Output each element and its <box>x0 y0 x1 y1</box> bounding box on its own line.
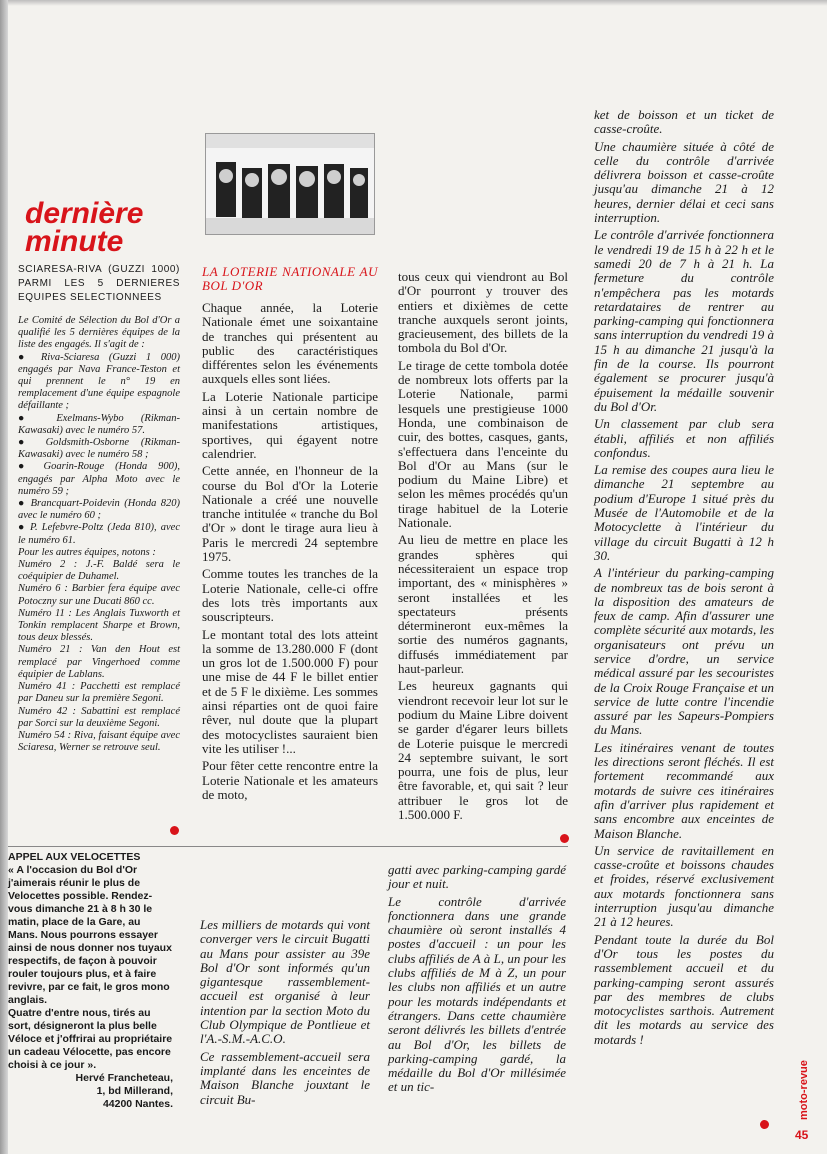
loterie-para: La Loterie Nationale participe ainsi à un certain nombre de manifestations artistiques, sportives, qui égayent notre calendrier. <box>202 388 378 461</box>
sidebar-para: ● Goldsmith-Osborne (Rikman-Kawasaki) avec le numéro 58 ; <box>18 437 180 461</box>
end-dot <box>760 1120 769 1129</box>
right-para: Un service de ravitaillement en casse-croûte et boissons chaudes et froides, réservé exclusivement aux motards fonctionnera sans interruption jusqu'au dimanche 21 à 12 heures. <box>594 842 774 930</box>
sidebar-para: Numéro 41 : Pacchetti est remplacé par Daneu sur la première Segoni. <box>18 681 180 705</box>
bottom-column-1 <box>200 918 370 1110</box>
loterie-para: Au lieu de mettre en place les grandes sphères qui nécessiteraient un espace trop important, des « minisphères » seront installées et les spectateurs présents détermineront eux-mêmes la sortie des numéros gagnants, diffusés immédiatement par haut-parleur. <box>398 532 568 677</box>
sidebar-para: Numéro 2 : J.-F. Baldé sera le coéquipier de Duhamel. <box>18 559 180 583</box>
bottom-column-2 <box>388 863 566 1098</box>
sidebar-para: Numéro 6 : Barbier fera équipe avec Potoczny sur une Ducati 860 cc. <box>18 583 180 607</box>
end-dot <box>560 834 569 843</box>
right-para: La remise des coupes aura lieu le dimanche 21 septembre au podium d'Europe 1 situé près du Musée de l'Automobile et de la Motocyclette à l'intérieur du village du circuit Bugatti à 12 h 30. <box>594 462 774 563</box>
sidebar-para: ● Exelmans-Wybo (Rikman-Kawasaki) avec le numéro 57. <box>18 412 180 436</box>
bottom-para: Le contrôle d'arrivée fonctionnera dans une grande chaumière où seront installés 4 postes d'accueil : un pour les clubs affiliés de A à L, un pour les clubs affiliés de M à Z, un pour les clubs non affiliés et un autre pour les motards indépendants et étrangers. Dans cette chaumière seront délivrés les billets d'entrée au Bol d'Or, les billets de parking-camping gardé, la médaille du Bol d'Or millésimée et un tic- <box>388 893 566 1095</box>
sidebar-para: Numéro 54 : Riva, faisant équipe avec Sciaresa, Werner se retrouve seul. <box>18 729 180 754</box>
sidebar-para: Le Comité de Sélection du Bol d'Or a qualifié les 5 dernières équipes de la liste des engagés. Il s'agit de : <box>18 315 180 351</box>
right-para: A l'intérieur du parking-camping de nombreux tas de bois seront à la disposition des amateurs de feux de camp. Afin d'assurer une complète sécurité aux motards, les organisateurs ont prévu un service d'ordre, un service médical assuré par les secouristes de la Croix Rouge Française et un service de lutte contre l'incendie assuré par les Sapeurs-Pompiers du Mans. <box>594 565 774 738</box>
trophies-photo <box>205 133 375 235</box>
bottom-para: Les milliers de motards qui vont converger vers le circuit Bugatti au Mans pour assister au 39e Bol d'Or sont informés qu'un gigantesque rassemblement-accueil est organisé à leur intention par la section Moto du Club Olympique de Pontlieue et l'A.-S.M.-A.C.O. <box>200 917 370 1047</box>
loterie-para: Cette année, en l'honneur de la course du Bol d'Or la Loterie Nationale a créé une nouvelle tranche intitulée « tranche du Bol d'Or » dont le tirage aura lieu à Paris le mercredi 24 septembre 1975. <box>202 463 378 565</box>
sidebar-para: ● Riva-Sciaresa (Guzzi 1 000) engagés par Nava France-Teston et qui prennent le n° 19 en remplacement d'une équipe espagnole défaillante ; <box>18 351 180 412</box>
loterie-para: Le montant total des lots atteint la somme de 13.280.000 F (dont un gros lot de 1.500.000 F) pour une mise de 44 F le billet entier et de 5 F le dixième. Les sommes ainsi réparties ont de quoi faire rêver, nul doute que la plupart des motocyclistes sauraient bien vite les utiliser !... <box>202 626 378 756</box>
loterie-para: Chaque année, la Loterie Nationale émet une soixantaine de tranches qui présentent au public des caractéristiques différentes selon les événements auxquels elles sont liées. <box>202 300 378 387</box>
right-para: Une chaumière située à côté de celle du contrôle d'arrivée délivrera boisson et casse-croûte jusqu'au dimanche 21 à 12 heures, dernier délai et ceci sans interruption. <box>594 138 774 226</box>
sidebar-body <box>18 315 180 754</box>
appel-address-2: 44200 Nantes. <box>102 1098 173 1110</box>
loterie-para: Pour fêter cette rencontre entre la Loterie Nationale et les amateurs de moto, <box>202 758 378 802</box>
appel-body-2: Quatre d'entre nous, tirés au sort, désigneront la plus belle Véloce et j'offrirai au propriétaire un cadeau Vélocette, pas encore choisi à ce jour ». <box>8 1007 173 1071</box>
page-number: 45 <box>795 1128 809 1142</box>
loterie-para: Les heureux gagnants qui viendront recevoir leur lot sur le podium du Maine Libre doivent se garder d'égarer leurs billets de Loterie puisque le mercredi 24 septembre suivant, le sort pourra, une fois de plus, leur être favorable, et, qui sait ? leur attribuer le gros lot de 1.500.000 F. <box>398 678 568 822</box>
appel-address-1: 1, bd Millerand, <box>96 1085 173 1097</box>
sidebar-para: Numéro 11 : Les Anglais Tuxworth et Tonkin remplacent Sharpe et Brown, tous deux blessés. <box>18 607 180 644</box>
appel-body: « A l'occasion du Bol d'Or j'aimerais réunir le plus de Velocettes possible. Rendez-vous dimanche 21 à 8 h 30 le matin, place de la Gare, au Mans. Nous pourrons essayer ainsi de nous donner nos tuyaux respectifs, de façon à pouvoir rouler toujours plus, et à faire revivre, par ce fait, le gros mono anglais. <box>8 864 172 1006</box>
headline <box>25 197 200 258</box>
right-column <box>594 108 774 1050</box>
loterie-title: LA LOTERIE NATIONALE AU BOL D'OR <box>202 264 378 293</box>
sidebar-para: ● P. Lefebvre-Poltz (Jeda 810), avec le numéro 61. <box>18 522 180 546</box>
magazine-name <box>796 1060 818 1120</box>
divider <box>8 846 568 847</box>
appel-signature: Hervé Francheteau, <box>75 1072 173 1084</box>
right-para: Les itinéraires venant de toutes les directions seront fléchés. Il est fortement recommandé aux motards de suivre ces itinéraires afin d'arriver plus rapidement et sans encombre aux enceintes de Maison Blanche. <box>594 739 774 841</box>
right-para: Le contrôle d'arrivée fonctionnera le vendredi 19 de 15 h à 22 h et le samedi 20 de 7 h à 21 h. La fermeture du contrôle n'empêchera pas les motards retardataires de rentrer au parking-camping qui fonctionnera sans interruption du vendredi 19 à 15 h au dimanche 21 jusqu'à la fin de la course. Ils pourront également se procurer jusqu'à épuisement la médaille souvenir du Bol d'Or. <box>594 227 774 414</box>
right-para: ket de boisson et un ticket de casse-croûte. <box>594 107 774 137</box>
loterie-para: tous ceux qui viendront au Bol d'Or pourront y trouver des entiers et dixièmes de cette tranche auxquels seront joints, gracieusement, des billets de la tombola du Bol d'Or. <box>398 269 568 356</box>
sidebar-para: ● Goarin-Rouge (Honda 900), engagés par Alpha Moto avec le numéro 59 ; <box>18 461 180 497</box>
appel-title: APPEL AUX VELOCETTES <box>8 851 141 863</box>
end-dot <box>170 826 179 835</box>
magazine-label: moto-revue <box>798 1060 810 1120</box>
appel-box <box>8 851 173 1111</box>
sidebar-para: Numéro 42 : Sabattini est remplacé par Sorci sur la deuxième Segoni. <box>18 705 180 729</box>
sidebar-para: Numéro 21 : Van den Hout est remplacé par Vingerhoed comme équipier de Lablans. <box>18 644 180 680</box>
page-shadow <box>8 0 827 6</box>
sidebar-para: ● Brancquart-Poidevin (Honda 820) avec le numéro 60 ; <box>18 498 180 522</box>
headline-line2: minute <box>25 225 124 258</box>
loterie-column-2 <box>398 270 568 825</box>
loterie-column-1 <box>202 265 378 805</box>
loterie-para: Comme toutes les tranches de la Loterie Nationale, celle-ci offre des lots très importants aux souscripteurs. <box>202 566 378 625</box>
headline-line1: dernière <box>25 197 144 230</box>
sidebar-subtitle: SCIARESA-RIVA (GUZZI 1000) PARMI LES 5 DERNIERES EQUIPES SELECTIONNEES <box>18 264 180 303</box>
bottom-para: Ce rassemblement-accueil sera implanté dans les enceintes de Maison Blanche jouxtant le circuit Bu- <box>200 1048 370 1107</box>
bottom-para: gatti avec parking-camping gardé jour et nuit. <box>388 862 566 892</box>
sidebar-column <box>18 263 180 754</box>
sidebar-para: Pour les autres équipes, notons : <box>18 546 156 558</box>
loterie-para: Le tirage de cette tombola dotée de nombreux lots offerts par la Loterie Nationale, parmi lesquels une prestigieuse 1000 Honda, une combinaison de cuir, des bottes, casques, gants, s'effectuera dans l'enceinte du Bol d'Or au Mans (sur le podium du Maine Libre) et selon les mêmes procédés qu'un tirage habituel de la Loterie Nationale. <box>398 357 568 531</box>
right-para: Pendant toute la durée du Bol d'Or tous les postes du rassemblement accueil et du parking-camping seront assurés par des membres de clubs motocyclistes sarthois. Autrement dit les motards au service des motards ! <box>594 931 774 1047</box>
page-edge <box>0 0 8 1154</box>
right-para: Un classement par club sera établi, affiliés et non affiliés confondus. <box>594 416 774 460</box>
